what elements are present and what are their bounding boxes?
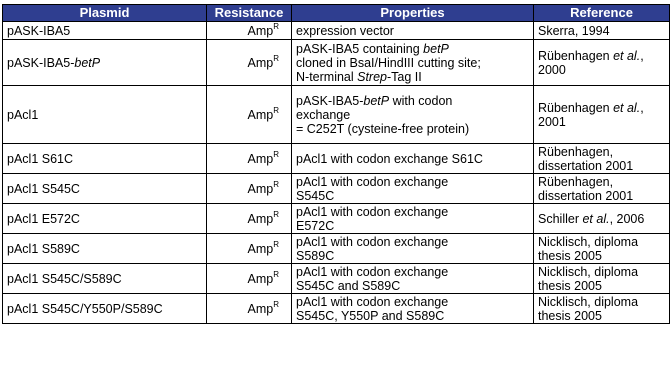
reference-text: Rübenhagen <box>538 48 614 63</box>
properties-cell <box>292 86 534 144</box>
resistance-text: Amp <box>247 107 274 122</box>
resistance-superscript: R <box>273 299 279 309</box>
plasmid-text: pAcl1 E572C <box>7 211 80 226</box>
resistance-text: Amp <box>247 271 274 286</box>
properties-cell <box>292 294 534 324</box>
plasmid-cell <box>3 234 207 264</box>
reference-cell <box>534 40 670 86</box>
reference-text: Nicklisch, diploma <box>538 234 639 249</box>
properties-text: pASK-IBA5- <box>296 93 364 108</box>
resistance-text: Amp <box>247 241 274 256</box>
resistance-cell <box>207 234 292 264</box>
reference-cell <box>534 22 670 40</box>
resistance-superscript: R <box>273 21 279 31</box>
properties-text: Strep <box>357 69 388 84</box>
properties-text: pAcl1 with codon exchange <box>296 264 449 279</box>
plasmid-cell <box>3 144 207 174</box>
properties-text: S589C <box>296 248 335 263</box>
reference-cell <box>534 86 670 144</box>
resistance-superscript: R <box>273 209 279 219</box>
plasmid-text: pASK-IBA5- <box>7 55 75 70</box>
reference-text: 2001 <box>538 114 566 129</box>
table-row <box>3 86 670 144</box>
resistance-text: Amp <box>247 181 274 196</box>
plasmid-text: pASK-IBA5 <box>7 23 71 38</box>
plasmid-text: pAcl1 S61C <box>7 151 74 166</box>
plasmid-cell <box>3 22 207 40</box>
properties-cell <box>292 234 534 264</box>
reference-text: thesis 2005 <box>538 278 602 293</box>
resistance-superscript: R <box>273 269 279 279</box>
plasmid-text: pAcl1 S589C <box>7 241 80 256</box>
resistance-text: Amp <box>247 301 274 316</box>
reference-text: thesis 2005 <box>538 308 602 323</box>
plasmid-text: betP <box>74 55 101 70</box>
resistance-cell <box>207 204 292 234</box>
resistance-text: Amp <box>247 151 274 166</box>
properties-text: betP <box>423 41 449 56</box>
header-row <box>3 5 670 22</box>
plasmid-cell <box>3 264 207 294</box>
properties-text: = C252T (cysteine-free protein) <box>296 121 470 136</box>
reference-text: Rübenhagen, <box>538 174 614 189</box>
properties-cell <box>292 22 534 40</box>
resistance-cell <box>207 86 292 144</box>
properties-text: pASK-IBA5 containing <box>296 41 424 56</box>
properties-text: exchange <box>296 107 351 122</box>
properties-text: S545C and S589C <box>296 278 401 293</box>
plasmid-table <box>2 4 670 324</box>
reference-text: , 2006 <box>609 211 645 226</box>
reference-text: Rübenhagen <box>538 100 614 115</box>
plasmid-cell <box>3 86 207 144</box>
resistance-text: Amp <box>247 23 274 38</box>
properties-text: S545C, Y550P and S589C <box>296 308 445 323</box>
properties-text: expression vector <box>296 23 394 38</box>
reference-cell <box>534 144 670 174</box>
reference-text: et al. <box>582 211 610 226</box>
resistance-superscript: R <box>273 149 279 159</box>
table-row <box>3 174 670 204</box>
resistance-cell <box>207 144 292 174</box>
plasmid-text: pAcl1 <box>7 107 39 122</box>
header-plasmid: Plasmid <box>3 5 207 22</box>
reference-text: Nicklisch, diploma <box>538 264 639 279</box>
resistance-text: Amp <box>247 211 274 226</box>
table-body <box>3 22 670 324</box>
table-row <box>3 234 670 264</box>
resistance-superscript: R <box>273 53 279 63</box>
reference-cell <box>534 174 670 204</box>
reference-text: Rübenhagen, <box>538 144 614 159</box>
resistance-cell <box>207 174 292 204</box>
resistance-cell <box>207 264 292 294</box>
plasmid-cell <box>3 174 207 204</box>
table-row <box>3 294 670 324</box>
table-row <box>3 144 670 174</box>
reference-text: , <box>640 100 644 115</box>
properties-text: betP <box>363 93 390 108</box>
reference-text: Skerra, 1994 <box>538 23 610 38</box>
header-reference: Reference <box>534 5 670 22</box>
properties-text: pAcl1 with codon exchange <box>296 294 449 309</box>
plasmid-text: pAcl1 S545C/S589C <box>7 271 122 286</box>
reference-cell <box>534 294 670 324</box>
reference-text: thesis 2005 <box>538 248 602 263</box>
reference-text: 2000 <box>538 62 566 77</box>
resistance-cell <box>207 294 292 324</box>
properties-text: cloned in BsaI/HindIII cutting site; <box>296 55 481 70</box>
properties-text: with codon <box>389 93 453 108</box>
reference-cell <box>534 234 670 264</box>
plasmid-text: pAcl1 S545C/Y550P/S589C <box>7 301 163 316</box>
plasmid-cell <box>3 294 207 324</box>
table-header <box>3 5 670 22</box>
plasmid-text: pAcl1 S545C <box>7 181 80 196</box>
resistance-text: Amp <box>247 55 274 70</box>
reference-text: dissertation 2001 <box>538 188 634 203</box>
resistance-superscript: R <box>273 179 279 189</box>
properties-text: S545C <box>296 188 335 203</box>
header-resistance: Resistance <box>207 5 292 22</box>
reference-text: dissertation 2001 <box>538 158 634 173</box>
properties-text: N-terminal <box>296 69 358 84</box>
resistance-superscript: R <box>273 239 279 249</box>
properties-cell <box>292 204 534 234</box>
properties-cell <box>292 174 534 204</box>
reference-text: Nicklisch, diploma <box>538 294 639 309</box>
reference-cell <box>534 204 670 234</box>
resistance-superscript: R <box>273 105 279 115</box>
properties-cell <box>292 264 534 294</box>
reference-cell <box>534 264 670 294</box>
properties-text: E572C <box>296 218 335 233</box>
properties-cell <box>292 144 534 174</box>
resistance-cell <box>207 22 292 40</box>
plasmid-cell <box>3 40 207 86</box>
reference-text: , <box>640 48 644 63</box>
table-row <box>3 264 670 294</box>
properties-text: pAcl1 with codon exchange <box>296 234 449 249</box>
properties-text: pAcl1 with codon exchange <box>296 174 449 189</box>
resistance-cell <box>207 40 292 86</box>
header-properties: Properties <box>292 5 534 22</box>
properties-text: -Tag II <box>387 69 422 84</box>
properties-text: pAcl1 with codon exchange S61C <box>296 151 483 166</box>
reference-text: et al. <box>613 100 641 115</box>
table-row <box>3 40 670 86</box>
table-row <box>3 22 670 40</box>
reference-text: Schiller <box>538 211 583 226</box>
table-row <box>3 204 670 234</box>
reference-text: et al. <box>613 48 641 63</box>
properties-cell <box>292 40 534 86</box>
plasmid-cell <box>3 204 207 234</box>
properties-text: pAcl1 with codon exchange <box>296 204 449 219</box>
